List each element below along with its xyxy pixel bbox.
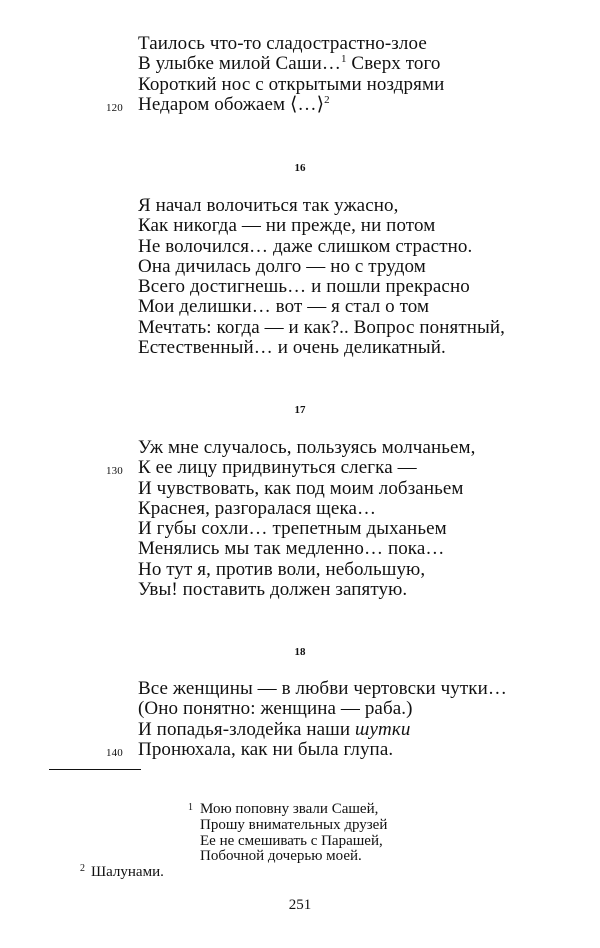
verse-line: И чувствовать, как под моим лобзаньем [138,477,464,499]
verse-line: Мечтать: когда — и как?.. Вопрос понятный, [138,316,505,338]
verse-line: И попадья-злодейка наши шутки [138,718,411,740]
footnote-ref: 2 [324,93,330,106]
line-number: 130 [106,465,123,478]
verse-line: 120 Недаром обожаем ⟨…⟩$^2$ [138,95,578,115]
verse-line: В улыбке милой Саши…$^1$ Сверх того [138,53,441,75]
stanza-number: 16 [294,162,306,174]
footnote-1 [188,802,488,865]
verse-line: Естественный… и очень деликатный. [138,337,446,359]
verse-line: Не волочился… даже слишком страстно. [138,235,473,257]
verse-line: Менялись мы так медленно… пока… [138,538,445,560]
footnote-ref: 1 [340,53,347,66]
verse-line: Короткий нос с открытыми ноздрями [138,73,445,95]
stanza-number: 17 [294,404,306,416]
verse-line: Увы! поставить должен запятую. [138,579,408,601]
verse-line: Уж мне случалось, пользуясь молчаньем, [138,437,476,458]
footnote-separator [49,769,141,770]
verse-line: Она дичилась долго — но с трудом [138,255,426,277]
verse-line: Всего достигнешь… и пошли прекрасно [138,276,470,298]
verse-line: (Оно понятно: женщина — раба.) [138,698,413,720]
verse-line: Краснея, разгоралася щека… [138,497,377,519]
footnote-line: Прошу внимательных друзей [200,816,388,833]
footnote-2: $^2$ Шалунами. [80,863,164,880]
verse-line: Я начал волочиться так ужасно, [138,195,399,216]
footnote-mark: 2 [80,863,85,874]
page-number: 251 [288,897,312,913]
verse-line: Мои делишки… вот — я стал о том [138,296,430,318]
stanza-16 [138,196,578,358]
footnote-mark: 1 [188,802,193,813]
verse-line: Таилось что-то сладострастно-злое [138,33,427,54]
line-number: 120 [106,101,123,114]
verse-line: 140 Пронюхала, как ни была глупа. [138,740,578,760]
verse-line: 130 К ее лицу придвинуться слегка — [138,458,578,478]
verse-line: Все женщины — в любви чертовски чутки… [138,678,507,699]
stanza-17 [106,437,578,601]
stanza-number: 18 [294,646,306,658]
footnote-line: Ее не смешивать с Парашей, [200,832,383,849]
line-number: 140 [106,746,123,759]
footnote-line: 1 Мою поповну звали Сашей, [188,801,379,817]
verse-line: Но тут я, против воли, небольшую, [138,558,426,580]
verse-line: И губы сохли… трепетным дыханьем [138,518,447,540]
verse-line: Как никогда — ни прежде, ни потом [138,215,436,237]
footnote-line: Побочной дочерью моей. [200,848,362,865]
italic-word: шутки [355,718,411,740]
stanza-15-continuation [106,33,578,115]
stanza-18 [106,678,578,760]
